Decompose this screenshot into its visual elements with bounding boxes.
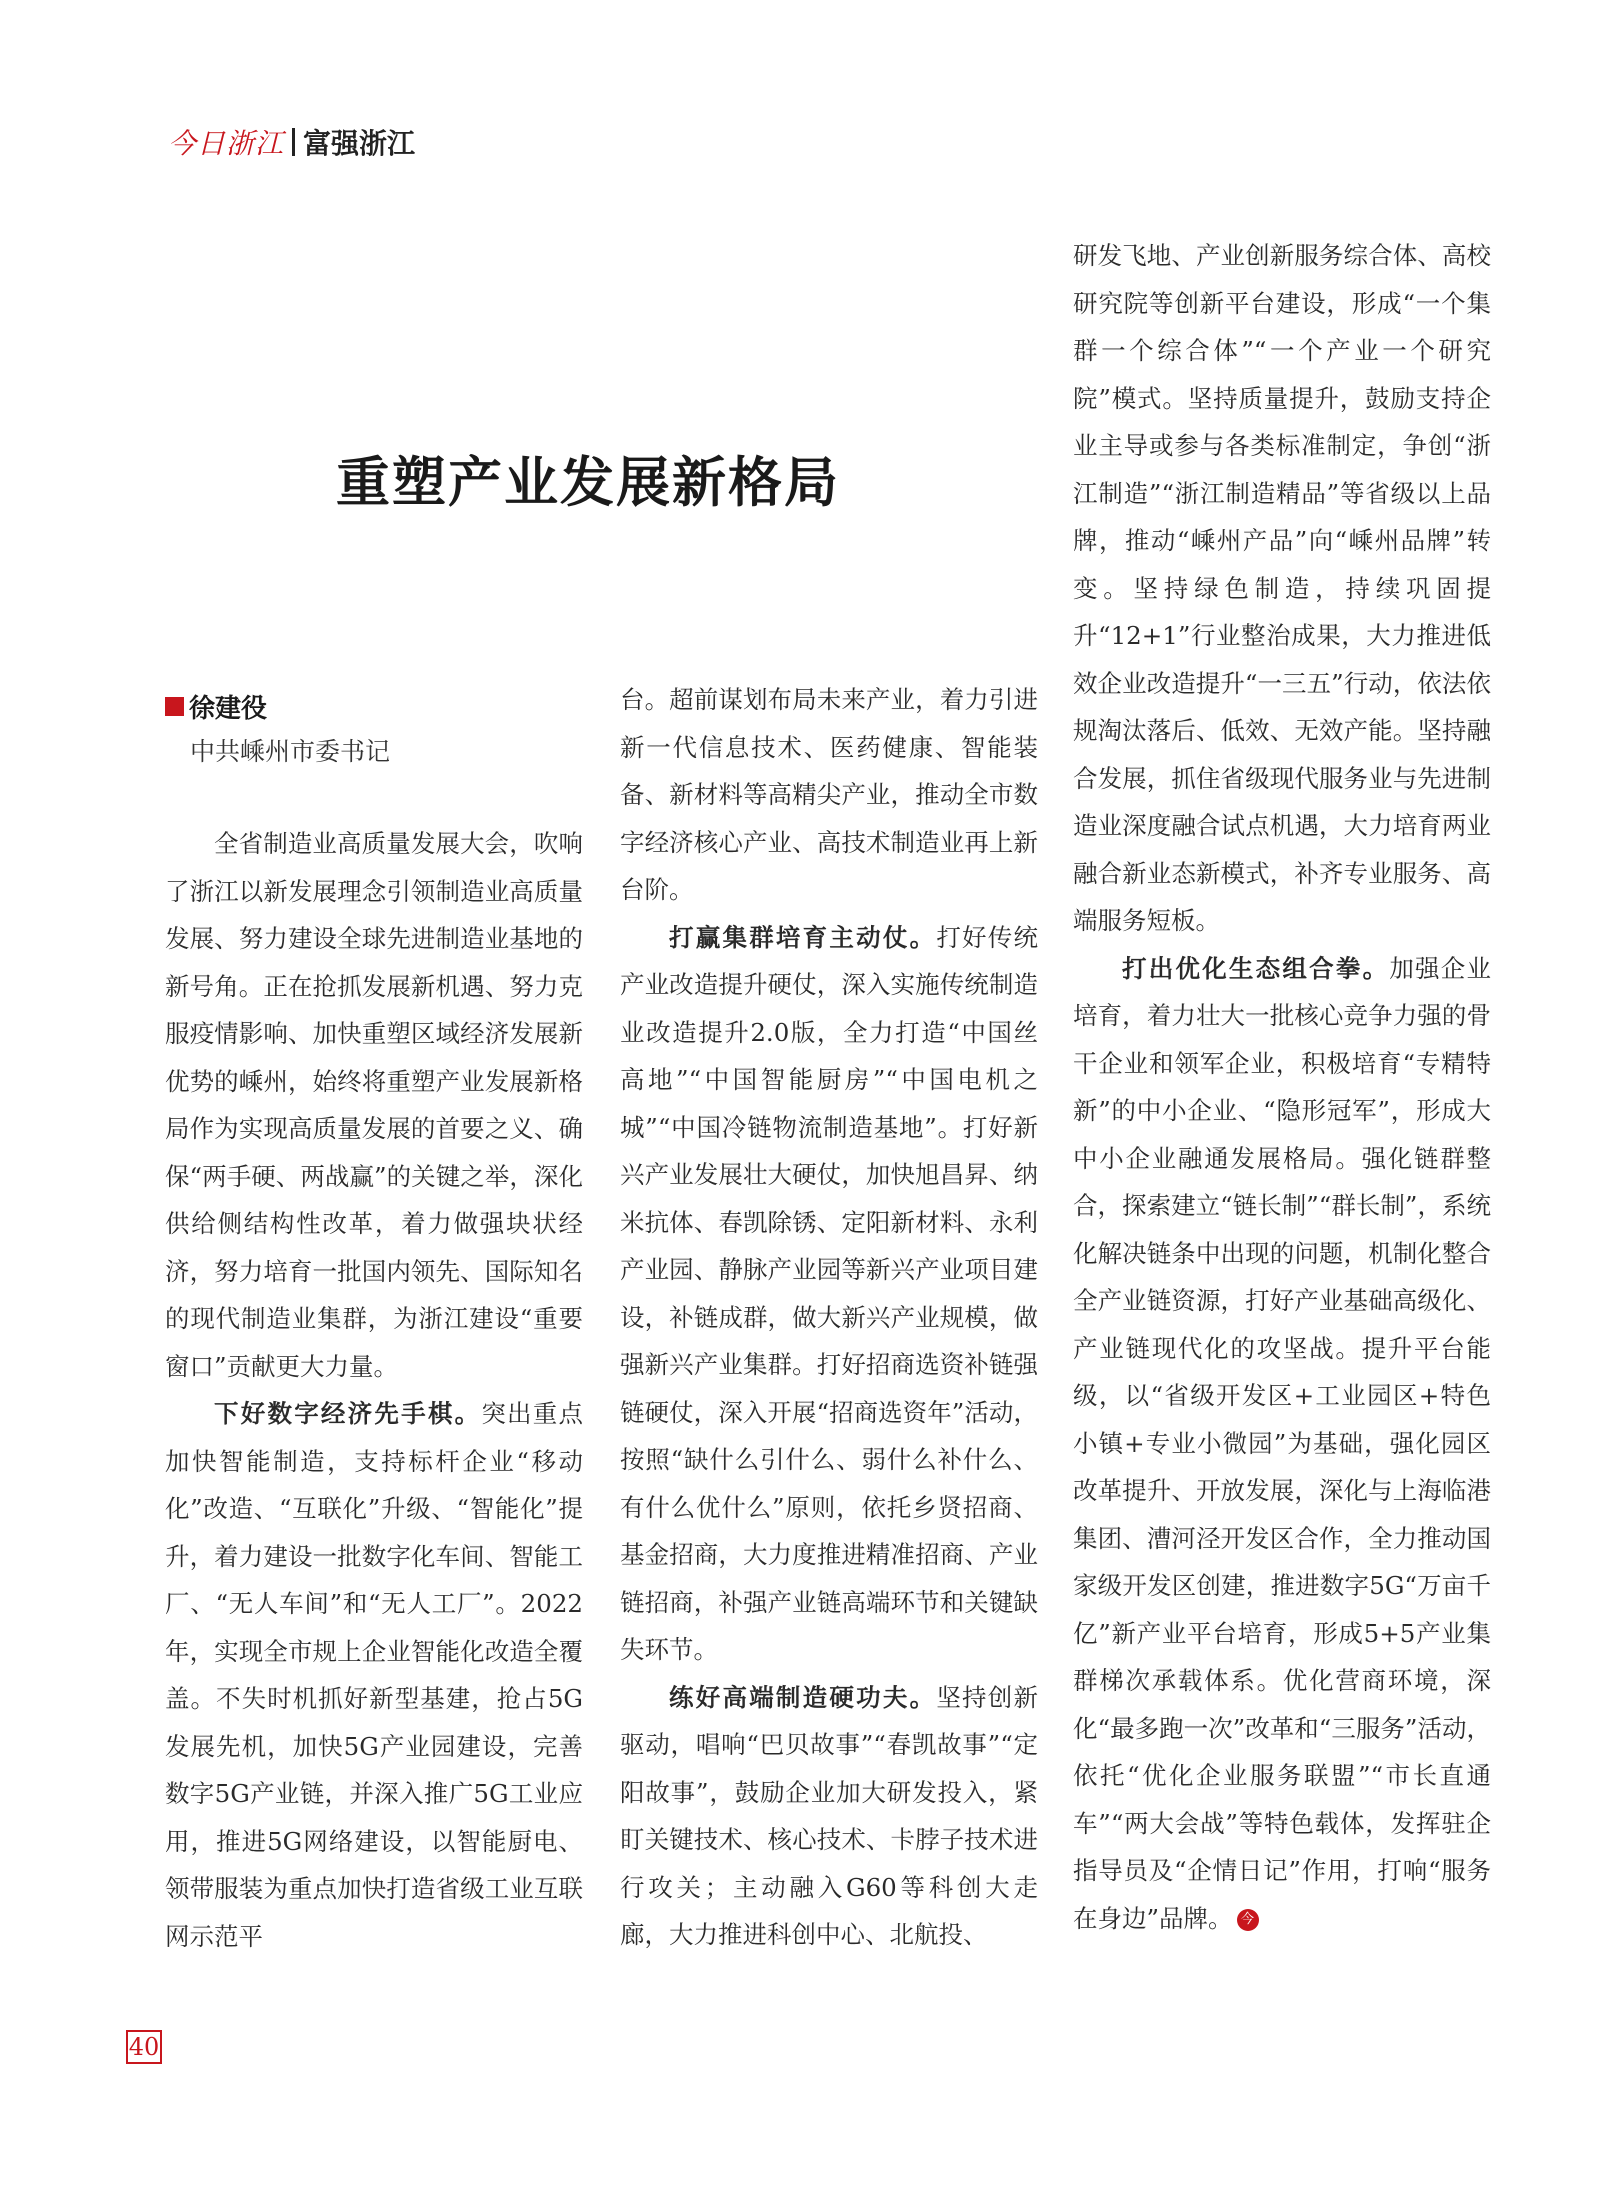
author-byline	[165, 688, 267, 725]
article-column-1	[165, 820, 583, 1960]
paragraph-ecosystem	[1073, 945, 1491, 1943]
paragraph-lead: 打赢集群培育主动仗。	[669, 922, 937, 952]
paragraph-lead: 打出优化生态组合拳。	[1122, 953, 1390, 983]
paragraph-body: 坚持创新驱动，唱响“巴贝故事”“春凯故事”“定阳故事”，鼓励企业加大研发投入，紧盯关键技术、核心技术、卡脖子技术进行攻关；主动融入G60等科创大走廊，大力推进科创中心、北航投、	[620, 1682, 1039, 1949]
paragraph-high-end-manufacturing	[620, 1674, 1038, 1959]
magazine-logo: 今日浙江	[168, 127, 285, 160]
magazine-header	[168, 122, 415, 162]
article-title: 重塑产业发展新格局	[336, 450, 840, 514]
end-mark-icon: 今	[1237, 1909, 1259, 1931]
paragraph-lead: 练好高端制造硬功夫。	[669, 1682, 937, 1712]
author-name: 徐建役	[189, 694, 268, 724]
paragraph-continued: 台。超前谋划布局未来产业，着力引进新一代信息技术、医药健康、智能装备、新材料等高精尖产业，推动全市数字经济核心产业、高技术制造业再上新台阶。	[620, 685, 1038, 904]
author-title: 中共嵊州市委书记	[190, 737, 391, 766]
paragraph-cluster-cultivation	[620, 914, 1038, 1674]
section-name: 富强浙江	[303, 127, 416, 160]
article-column-2	[620, 676, 1038, 1959]
paragraph-digital-economy	[165, 1390, 583, 1960]
paragraph-lead: 下好数字经济先手棋。	[214, 1399, 482, 1428]
article-column-3	[1073, 232, 1491, 1942]
paragraph-body: 突出重点加快智能制造，支持标杆企业“移动化”改造、“互联化”升级、“智能化”提升，着力建设一批数字化车间、智能工厂、“无人车间”和“无人工厂”。2022年，实现全市规上企业智能化改造全覆盖。不失时机抓好新型基建，抢占5G发展先机，加快5G产业园建设，完善数字5G产业链，并深入推广5G工业应用，推进5G网络建设，以智能厨电、领带服装为重点加快打造省级工业互联网示范平	[165, 1399, 584, 1951]
header-divider	[292, 128, 295, 156]
paragraph-body: 打好传统产业改造提升硬仗，深入实施传统制造业改造提升2.0版，全力打造“中国丝高地”“中国智能厨房”“中国电机之城”“中国冷链物流制造基地”。打好新兴产业发展壮大硬仗，加快旭昌昇、纳米抗体、春凯除锈、定阳新材料、永利产业园、静脉产业园等新兴产业项目建设，补链成群，做大新兴产业规模，做强新兴产业集群。打好招商选资补链强链硬仗，深入开展“招商选资年”活动，按照“缺什么引什么、弱什么补什么、有什么优什么”原则，依托乡贤招商、基金招商，大力度推进精准招商、产业链招商，补强产业链高端环节和关键缺失环节。	[620, 922, 1039, 1664]
paragraph-body: 加强企业培育，着力壮大一批核心竞争力强的骨干企业和领军企业，积极培育“专精特新”的中小企业、“隐形冠军”，形成大中小企业融通发展格局。强化链群整合，探索建立“链长制”“群长制”，系统化解决链条中出现的问题，机制化整合全产业链资源，打好产业基础高级化、产业链现代化的攻坚战。提升平台能级，以“省级开发区+工业园区+特色小镇+专业小微园”为基础，强化园区改革提升、开放发展，深化与上海临港集团、漕河泾开发区合作，全力推动国家级开发区创建，推进数字5G“万亩千亿”新产业平台培育，形成5+5产业集群梯次承载体系。优化营商环境，深化“最多跑一次”改革和“三服务”活动，依托“优化企业服务联盟”“市长直通车”“两大会战”等特色载体，发挥驻企指导员及“企情日记”作用，打响“服务在身边”品牌。	[1073, 953, 1492, 1933]
page-number: 40	[126, 2030, 162, 2064]
paragraph-continued: 研发飞地、产业创新服务综合体、高校研究院等创新平台建设，形成“一个集群一个综合体”“一个产业一个研究院”模式。坚持质量提升，鼓励支持企业主导或参与各类标准制定，争创“浙江制造”“浙江制造精品”等省级以上品牌，推动“嵊州产品”向“嵊州品牌”转变。坚持绿色制造，持续巩固提升“12+1”行业整治成果，大力推进低效企业改造提升“一三五”行动，依法依规淘汰落后、低效、无效产能。坚持融合发展，抓住省级现代服务业与先进制造业深度融合试点机遇，大力培育两业融合新业态新模式，补齐专业服务、高端服务短板。	[1073, 241, 1491, 935]
paragraph-intro: 全省制造业高质量发展大会，吹响了浙江以新发展理念引领制造业高质量发展、努力建设全球先进制造业基地的新号角。正在抢抓发展新机遇、努力克服疫情影响、加快重塑区域经济发展新优势的嵊州，始终将重塑产业发展新格局作为实现高质量发展的首要之义、确保“两手硬、两战赢”的关键之举，深化供给侧结构性改革，着力做强块状经济，努力培育一批国内领先、国际知名的现代制造业集群，为浙江建设“重要窗口”贡献更大力量。	[165, 829, 583, 1381]
red-square-icon	[165, 697, 184, 716]
